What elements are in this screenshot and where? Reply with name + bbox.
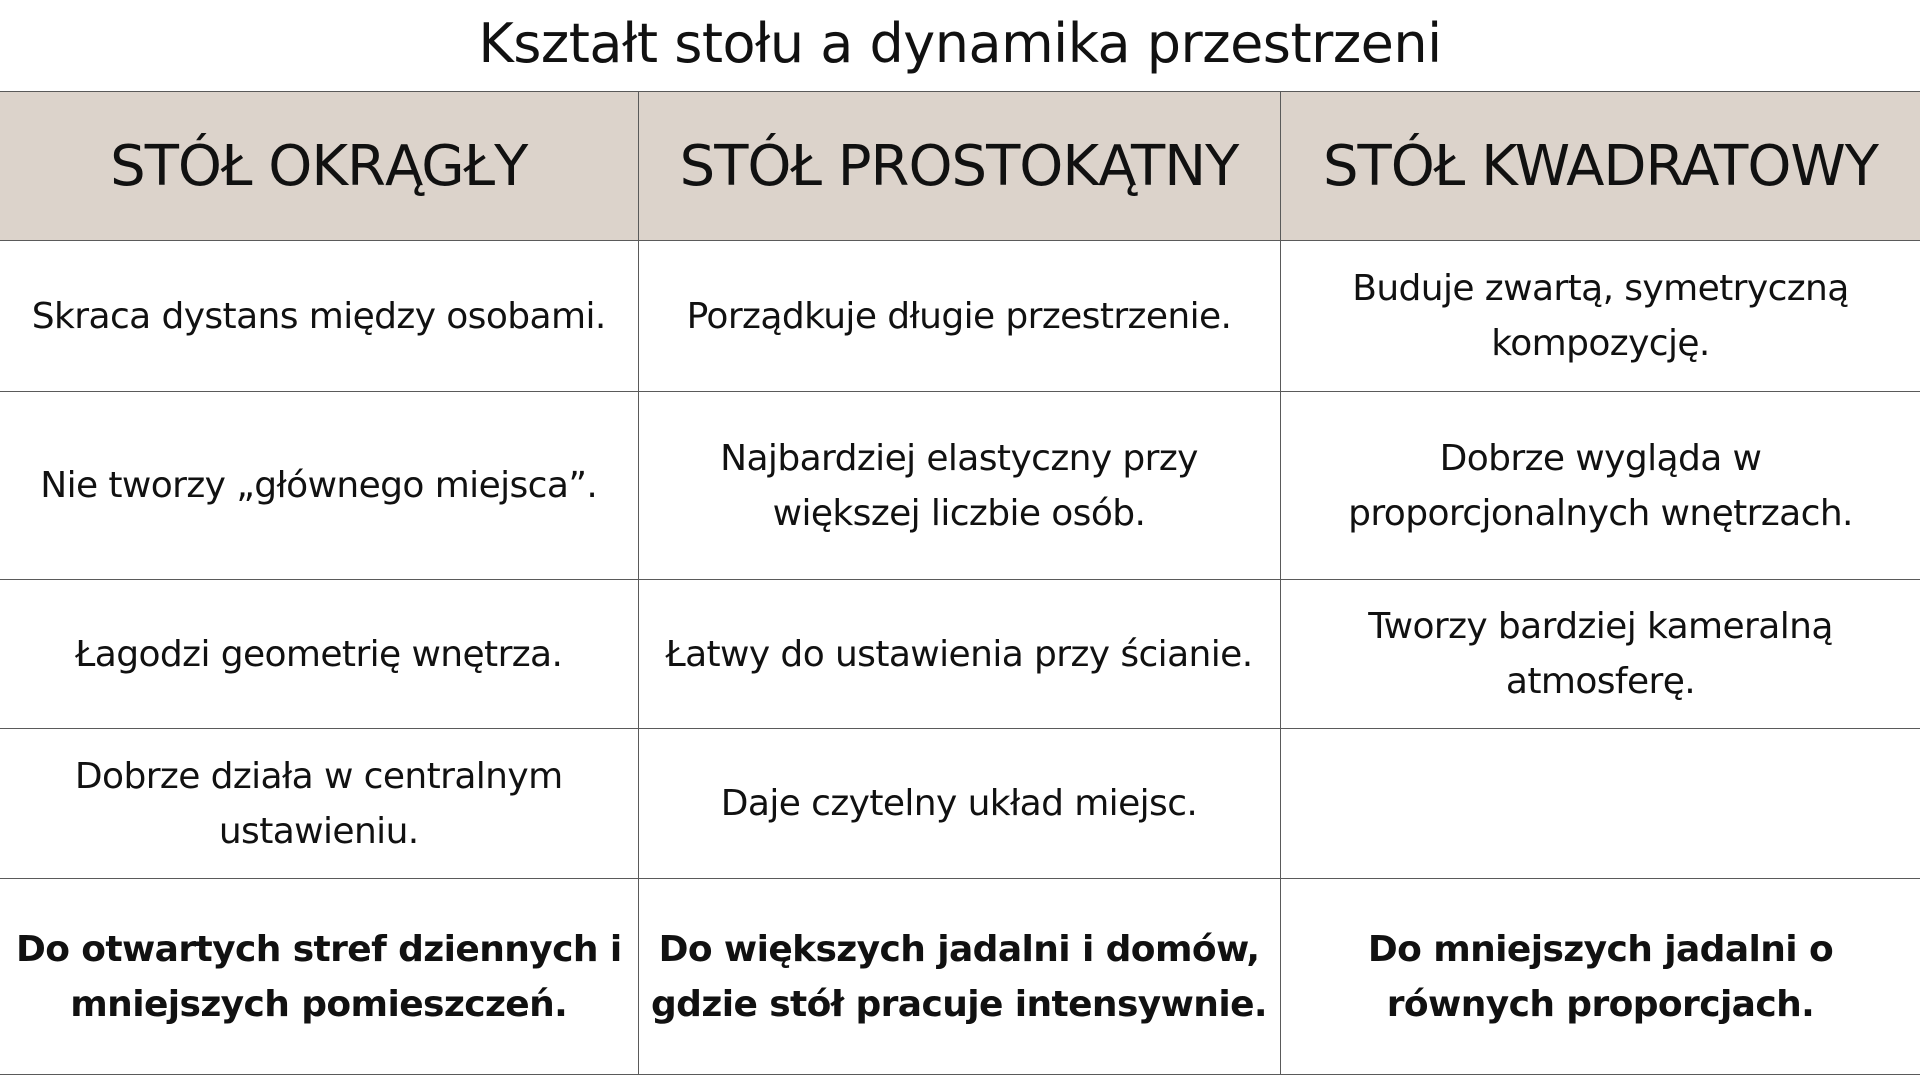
table-cell: Buduje zwartą, symetryczną kompozycję.: [1280, 241, 1920, 392]
comparison-table: [0, 91, 1920, 1075]
table-cell: Daje czytelny układ miejsc.: [638, 729, 1280, 879]
table-cell: Porządkuje długie przestrzenie.: [638, 241, 1280, 392]
column-header-round: STÓŁ OKRĄGŁY: [0, 92, 638, 241]
summary-cell: Do większych jadalni i domów, gdzie stół pracuje intensywnie.: [638, 879, 1280, 1075]
table-header-row: [0, 92, 1920, 241]
table-cell: Nie tworzy „głównego miejsca”.: [0, 392, 638, 580]
summary-cell: Do otwartych stref dziennych i mniejszych pomieszczeń.: [0, 879, 638, 1075]
table-cell-empty: [1280, 729, 1920, 879]
table-cell: Skraca dystans między osobami.: [0, 241, 638, 392]
table-row: [0, 580, 1920, 729]
table-row: [0, 241, 1920, 392]
table-cell: Najbardziej elastyczny przy większej liczbie osób.: [638, 392, 1280, 580]
table-row: [0, 729, 1920, 879]
summary-row: [0, 879, 1920, 1075]
summary-cell: Do mniejszych jadalni o równych proporcjach.: [1280, 879, 1920, 1075]
table-row: [0, 392, 1920, 580]
column-header-square: STÓŁ KWADRATOWY: [1280, 92, 1920, 241]
column-header-rectangular: STÓŁ PROSTOKĄTNY: [638, 92, 1280, 241]
table-cell: Tworzy bardziej kameralną atmosferę.: [1280, 580, 1920, 729]
table-cell: Łatwy do ustawienia przy ścianie.: [638, 580, 1280, 729]
table-cell: Łagodzi geometrię wnętrza.: [0, 580, 638, 729]
table-cell: Dobrze wygląda w proporcjonalnych wnętrzach.: [1280, 392, 1920, 580]
page-title: Kształt stołu a dynamika przestrzeni: [478, 11, 1442, 75]
table-cell: Dobrze działa w centralnym ustawieniu.: [0, 729, 638, 879]
